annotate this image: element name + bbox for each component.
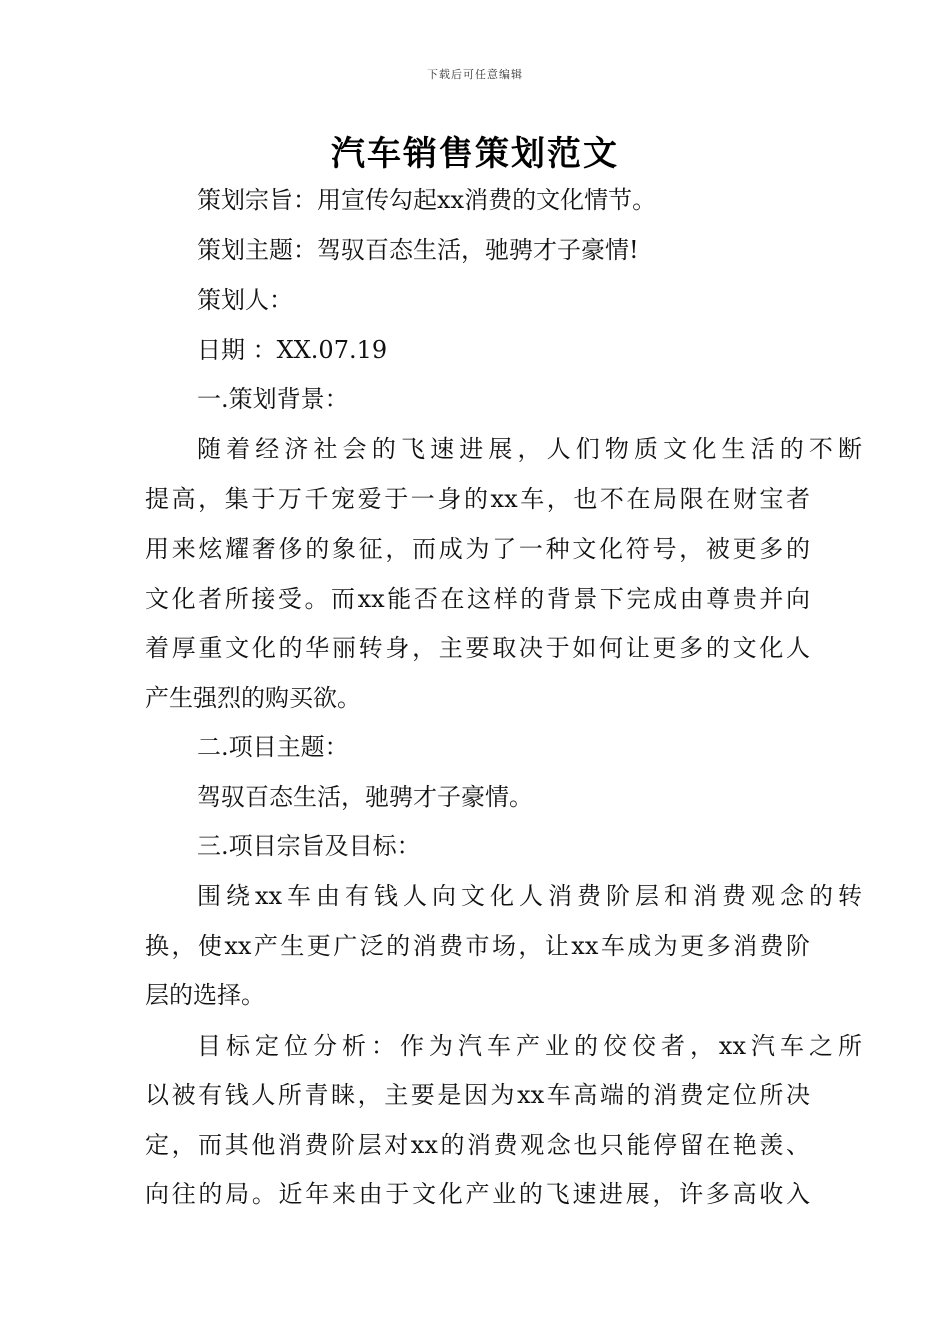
paragraph-line: 策划宗旨：用宣传勾起xx消费的文化情节。 <box>197 186 657 214</box>
paragraph-line: 用来炫耀奢侈的象征，而成为了一种文化符号，被更多的 <box>145 535 810 563</box>
section-heading: 三.项目宗旨及目标： <box>197 832 421 860</box>
section-heading: 一.策划背景： <box>197 385 349 413</box>
paragraph-line: 换，使xx产生更广泛的消费市场，让xx车成为更多消费阶 <box>145 932 810 960</box>
paragraph-line: 定，而其他消费阶层对xx的消费观念也只能停留在艳羡、 <box>145 1131 810 1159</box>
paragraph-line: 围绕xx车由有钱人向文化人消费阶层和消费观念的转 <box>197 882 862 910</box>
paragraph-line: 产生强烈的购买欲。 <box>145 684 361 712</box>
paragraph-line: 向往的局。近年来由于文化产业的飞速进展，许多高收入 <box>145 1180 810 1208</box>
paragraph-line: 日期 ：XX.07.19 <box>197 336 388 364</box>
header-note: 下载后可任意编辑 <box>427 68 523 81</box>
paragraph-line: 驾驭百态生活，驰骋才子豪情。 <box>197 783 533 811</box>
document-title: 汽车销售策划范文 <box>331 134 619 174</box>
paragraph-line: 提高，集于万千宠爱于一身的xx车，也不在局限在财宝者 <box>145 485 810 513</box>
section-heading: 二.项目主题： <box>197 733 349 761</box>
paragraph-line: 着厚重文化的华丽转身，主要取决于如何让更多的文化人 <box>145 634 810 662</box>
paragraph-line: 策划人： <box>197 286 293 314</box>
paragraph-line: 层的选择。 <box>145 981 265 1009</box>
paragraph-line: 以被有钱人所青睐，主要是因为xx车高端的消费定位所决 <box>145 1081 810 1109</box>
paragraph-line: 策划主题：驾驭百态生活，驰骋才子豪情! <box>197 236 639 264</box>
paragraph-line: 目标定位分析：作为汽车产业的佼佼者，xx汽车之所 <box>197 1032 862 1060</box>
paragraph-line: 文化者所接受。而xx能否在这样的背景下完成由尊贵并向 <box>145 585 810 613</box>
paragraph-line: 随着经济社会的飞速进展，人们物质文化生活的不断 <box>197 435 862 463</box>
